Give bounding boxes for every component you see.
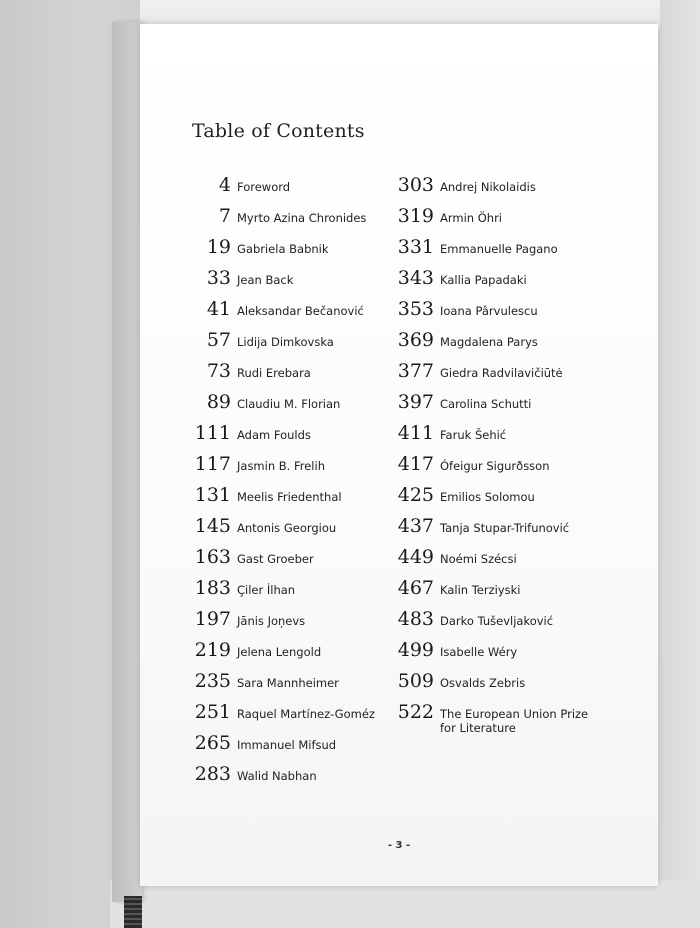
toc-page-number: 499 xyxy=(397,639,434,661)
toc-page-number: 251 xyxy=(194,701,231,723)
toc-entry-title: Immanuel Mifsud xyxy=(237,738,337,752)
toc-entry-title: Gast Groeber xyxy=(237,552,314,566)
toc-page-number: 131 xyxy=(194,484,231,506)
toc-page-number: 57 xyxy=(206,329,231,351)
page-title: Table of Contents xyxy=(192,120,365,142)
toc-entry xyxy=(168,732,375,763)
book-cover-edge xyxy=(112,22,142,902)
toc-entry xyxy=(386,298,600,329)
toc-page-number: 425 xyxy=(397,484,434,506)
toc-entry-title: Ioana Pârvulescu xyxy=(440,304,538,318)
toc-entry-title: Claudiu M. Florian xyxy=(237,397,341,411)
toc-entry-title: Darko Tuševljaković xyxy=(440,614,554,628)
toc-entry-title: Magdalena Parys xyxy=(440,335,538,349)
toc-entry xyxy=(168,608,375,639)
toc-entry xyxy=(386,577,600,608)
toc-page-number: 411 xyxy=(397,422,434,444)
toc-page-number: 197 xyxy=(194,608,231,630)
page-number: - 3 - xyxy=(387,840,411,851)
toc-entry xyxy=(168,267,375,298)
toc-entry xyxy=(168,577,375,608)
toc-entry xyxy=(168,763,375,794)
toc-entry xyxy=(386,608,600,639)
toc-page-number: 331 xyxy=(397,236,434,258)
toc-entry-title: Lidija Dimkovska xyxy=(237,335,334,349)
toc-entry xyxy=(386,267,600,298)
toc-entry-title: Jānis Joņevs xyxy=(237,614,306,628)
toc-page-number: 7 xyxy=(218,205,231,227)
toc-entry xyxy=(168,639,375,670)
toc-entry-title: Faruk Šehić xyxy=(440,428,507,442)
toc-entry-title: Antonis Georgiou xyxy=(237,521,337,535)
toc-entry-title: Jean Back xyxy=(237,273,294,287)
toc-entry-title: Meelis Friedenthal xyxy=(237,490,342,504)
toc-entry-title: Tanja Stupar-Trifunović xyxy=(440,521,570,535)
toc-entry xyxy=(386,174,600,205)
toc-entry xyxy=(386,670,600,701)
toc-page-number: 41 xyxy=(206,298,231,320)
toc-page-number: 111 xyxy=(194,422,231,444)
toc-entry-title: Giedra Radvilavičiūtė xyxy=(440,366,563,380)
toc-entry-title: Osvalds Zebris xyxy=(440,676,526,690)
toc-entry xyxy=(168,515,375,546)
toc-page-number: 183 xyxy=(194,577,231,599)
toc-entry-title: Jelena Lengold xyxy=(237,645,322,659)
toc-page-number: 397 xyxy=(397,391,434,413)
toc-entry xyxy=(386,453,600,484)
toc-entry-title: The European Union Prize for Literature xyxy=(440,707,589,735)
toc-entry xyxy=(386,639,600,670)
toc-entry xyxy=(168,174,375,205)
toc-entry xyxy=(386,391,600,422)
toc-entry-title: Armin Öhri xyxy=(440,211,502,225)
toc-entry xyxy=(386,360,600,391)
toc-entry-title: Ófeigur Sigurðsson xyxy=(440,459,550,473)
toc-left-column xyxy=(168,174,375,794)
toc-page-number: 235 xyxy=(194,670,231,692)
toc-entry xyxy=(168,422,375,453)
toc-page-number: 4 xyxy=(218,174,231,196)
toc-entry-title: Foreword xyxy=(237,180,291,194)
toc-entry-title: Emilios Solomou xyxy=(440,490,535,504)
toc-page-number: 89 xyxy=(206,391,231,413)
toc-entry-title: Emmanuelle Pagano xyxy=(440,242,558,256)
toc-page-number: 437 xyxy=(397,515,434,537)
toc-entry-title: Jasmin B. Frelih xyxy=(237,459,325,473)
toc-entry xyxy=(168,236,375,267)
toc-entry xyxy=(168,484,375,515)
toc-page-number: 369 xyxy=(397,329,434,351)
toc-page-number: 353 xyxy=(397,298,434,320)
toc-entry xyxy=(386,515,600,546)
toc-entry xyxy=(386,484,600,515)
toc-entry xyxy=(168,670,375,701)
toc-entry-title: Adam Foulds xyxy=(237,428,311,442)
toc-entry-title: Çiler İlhan xyxy=(237,583,296,597)
toc-entry-title: Rudi Erebara xyxy=(237,366,311,380)
toc-entry xyxy=(168,701,375,732)
toc-entry-title: Isabelle Wéry xyxy=(440,645,518,659)
background-surface-bottom xyxy=(110,880,700,928)
toc-entry-title: Myrto Azina Chronides xyxy=(237,211,367,225)
toc-page-number: 163 xyxy=(194,546,231,568)
toc-entry xyxy=(386,422,600,453)
toc-page-number: 343 xyxy=(397,267,434,289)
toc-page-number: 522 xyxy=(397,701,434,723)
toc-entry-title: Kalin Terziyski xyxy=(440,583,521,597)
toc-entry-title: Gabriela Babnik xyxy=(237,242,329,256)
bookmark-ribbon xyxy=(124,896,142,928)
toc-entry-title: Carolina Schutti xyxy=(440,397,532,411)
toc-entry-title: Aleksandar Bečanović xyxy=(237,304,364,318)
toc-page-number: 319 xyxy=(397,205,434,227)
toc-entry xyxy=(386,329,600,360)
toc-entry-title: Andrej Nikolaidis xyxy=(440,180,536,194)
toc-entry-title: Raquel Martínez-Goméz xyxy=(237,707,375,721)
toc-page-number: 303 xyxy=(397,174,434,196)
toc-entry xyxy=(168,453,375,484)
toc-page-number: 265 xyxy=(194,732,231,754)
toc-entry xyxy=(168,205,375,236)
toc-right-column xyxy=(386,174,600,735)
background-surface-right xyxy=(660,0,700,928)
toc-page-number: 283 xyxy=(194,763,231,785)
book-page xyxy=(140,24,658,886)
toc-entry xyxy=(386,546,600,577)
toc-entry xyxy=(386,205,600,236)
toc-entry xyxy=(168,298,375,329)
toc-page-number: 19 xyxy=(206,236,231,258)
toc-page-number: 33 xyxy=(206,267,231,289)
toc-entry xyxy=(168,329,375,360)
toc-entry-title: Sara Mannheimer xyxy=(237,676,339,690)
toc-entry xyxy=(168,546,375,577)
toc-page-number: 467 xyxy=(397,577,434,599)
toc-page-number: 145 xyxy=(194,515,231,537)
toc-entry-title: Noémi Szécsi xyxy=(440,552,517,566)
toc-page-number: 117 xyxy=(194,453,231,475)
toc-page-number: 509 xyxy=(397,670,434,692)
toc-page-number: 449 xyxy=(397,546,434,568)
toc-page-number: 417 xyxy=(397,453,434,475)
toc-entry-title: Walid Nabhan xyxy=(237,769,317,783)
toc-page-number: 73 xyxy=(206,360,231,382)
toc-page-number: 219 xyxy=(194,639,231,661)
toc-entry xyxy=(386,236,600,267)
toc-entry xyxy=(386,701,600,735)
toc-page-number: 483 xyxy=(397,608,434,630)
toc-entry-title: Kallia Papadaki xyxy=(440,273,527,287)
toc-page-number: 377 xyxy=(397,360,434,382)
toc-entry xyxy=(168,360,375,391)
toc-entry xyxy=(168,391,375,422)
